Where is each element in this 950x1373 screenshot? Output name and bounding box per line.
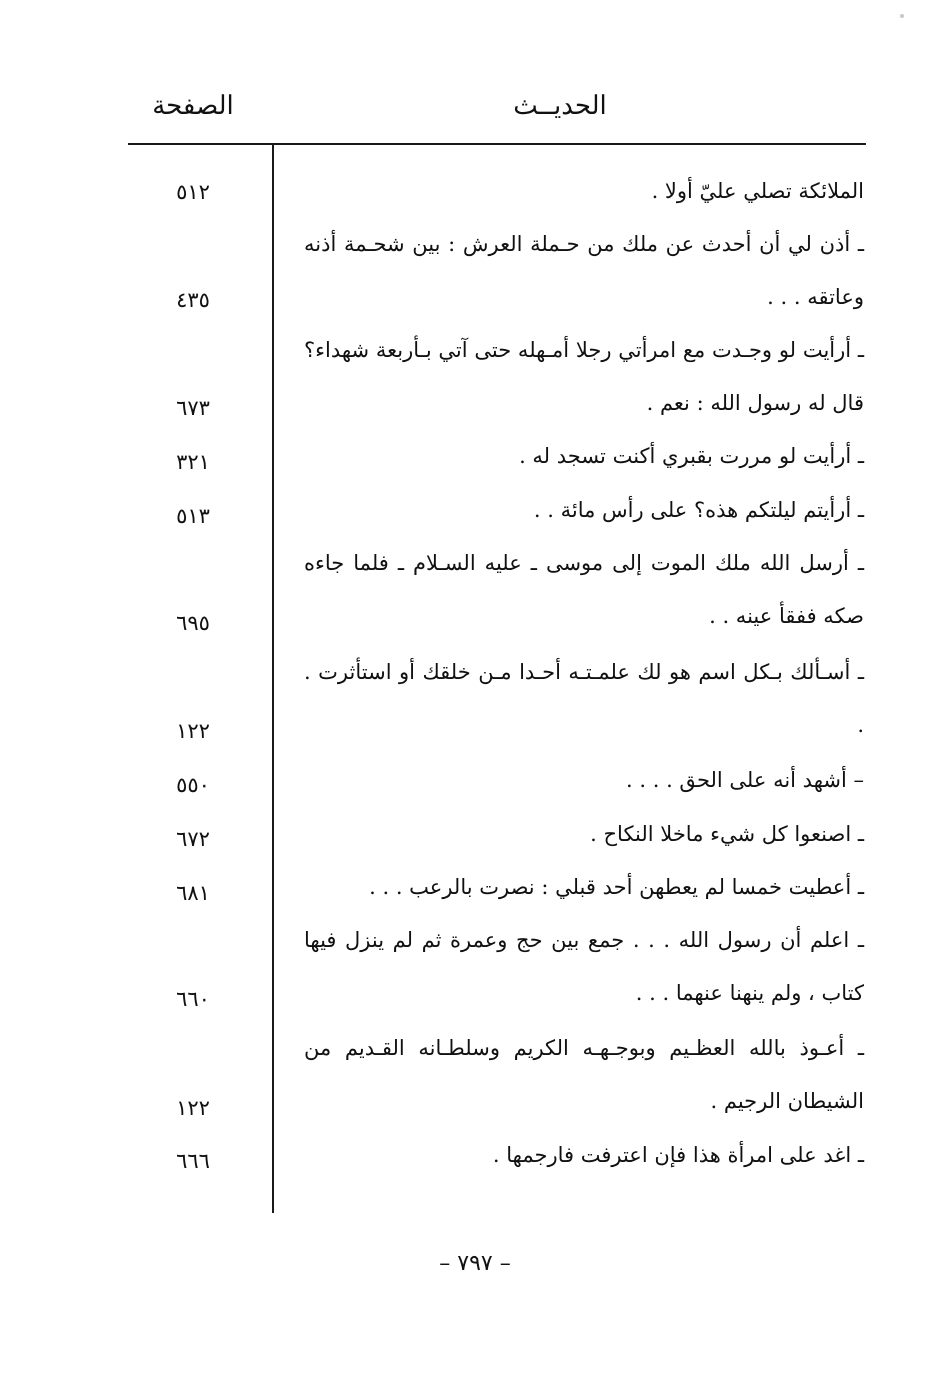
page-ref: ٦٧٢ <box>176 827 210 851</box>
page-ref: ٦٩٥ <box>176 611 210 635</box>
page-ref: ٦٦٠ <box>176 987 210 1011</box>
column-header-page: الصفحة <box>152 91 234 121</box>
page-ref: ٦٨١ <box>176 881 210 905</box>
page-ref: ٥١٢ <box>176 180 210 204</box>
hadith-text: الملائكة تصلي عليّ أولا . <box>651 179 864 203</box>
hadith-text: ـ أرأيت لو وجـدت مع امرأتي رجلا أمـهله حتى آتي بـأربعة شهداء؟ قال له رسول الله : نعم . <box>304 338 864 415</box>
page-number: – ٧٩٧ – <box>439 1251 511 1276</box>
page-ref: ٦٧٣ <box>176 396 210 420</box>
hadith-text: ـ اغد على امرأة هذا فإن اعترفت فارجمها . <box>492 1143 864 1167</box>
page-ref: ٥٥٠ <box>176 773 210 797</box>
column-header-hadith: الحديــث <box>513 91 607 121</box>
hadith-text: ـ أرأيتم ليلتكم هذه؟ على رأس مائة . . <box>533 498 864 522</box>
hadith-text: ـ أعطيت خمسا لم يعطهن أحد قبلي : نصرت بالرعب . . . <box>369 875 864 899</box>
hadith-text: ـ أرأيت لو مررت بقبري أكنت تسجد له . <box>519 444 864 468</box>
hadith-text: ـ أرسل الله ملك الموت إلى موسى ـ عليه السـلام ـ فلما جاءه صكه ففقأ عينه . . <box>304 551 864 628</box>
hadith-text: ـ اصنعوا كل شيء ماخلا النكاح . <box>590 822 864 846</box>
hadith-text: ـ أعـوذ بالله العظـيم وبوجـهـه الكريم وسلطـانه القـديم من الشيطان الرجيم . <box>304 1036 864 1113</box>
page-ref: ١٢٢ <box>176 719 210 743</box>
hadith-text: ـ اعلم أن رسول الله . . . جمع بين حج وعمرة ثم لم ينزل فيها كتاب ، ولم ينهنا عنهما . . . <box>304 928 864 1005</box>
page-ref: ٥١٣ <box>176 504 210 528</box>
hadith-text: ـ أسـألك بـكل اسم هو لك علمـتـه أحـدا مـن خلقك أو استأثرت . . <box>304 660 864 737</box>
page-ref: ٦٦٦ <box>176 1149 210 1173</box>
page-ref: ٤٣٥ <box>176 288 210 312</box>
page-ref: ٣٢١ <box>176 450 210 474</box>
hadith-text: ـ أذن لي أن أحدث عن ملك من حـملة العرش : بين شحـمة أذنه وعاتقه . . . <box>304 232 864 309</box>
hadith-text: – أشهد أنه على الحق . . . . <box>626 768 864 792</box>
page-ref: ١٢٢ <box>176 1096 210 1120</box>
